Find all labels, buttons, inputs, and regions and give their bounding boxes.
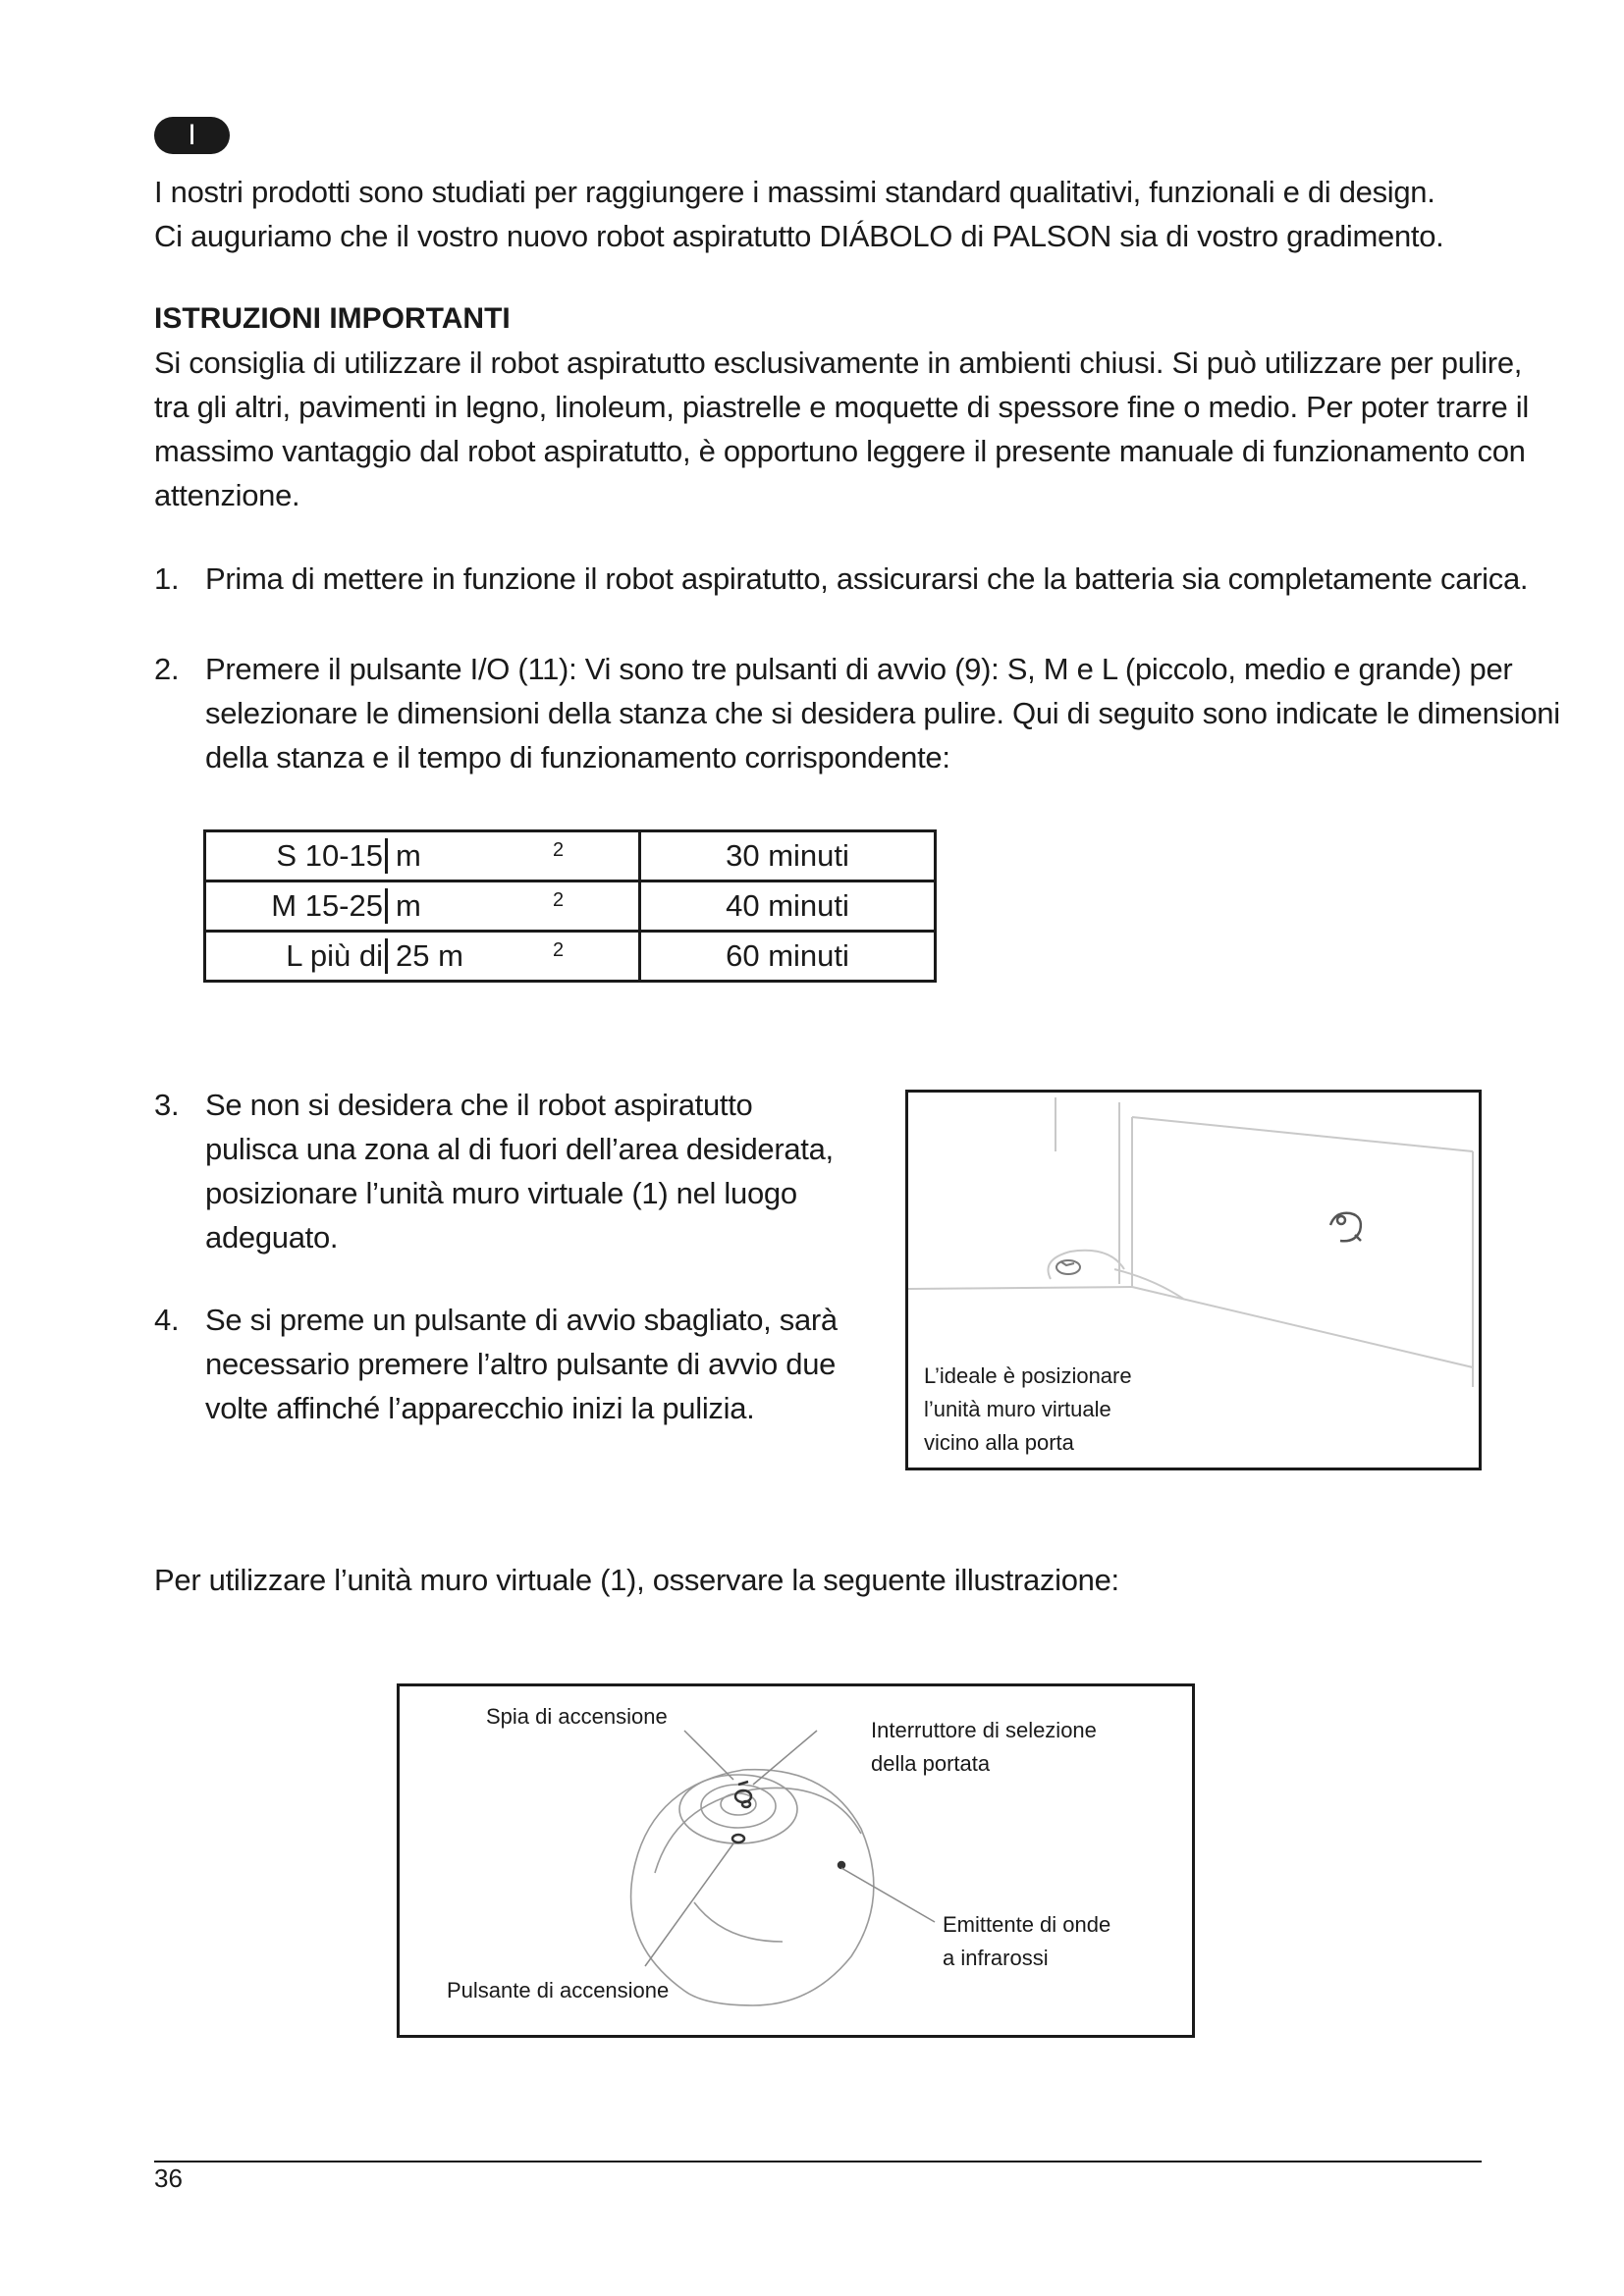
label-line: Interruttore di selezione bbox=[871, 1718, 1097, 1742]
virtual-wall-unit-icon bbox=[1056, 1260, 1080, 1274]
intro-line: I nostri prodotti sono studiati per raggiungere i massimi standard qualitativi, funzionali e di design. bbox=[154, 175, 1435, 209]
size-exponent: 2 bbox=[553, 838, 565, 861]
label-line: Emittente di onde bbox=[943, 1912, 1111, 1937]
size-unit: m bbox=[396, 888, 421, 923]
paragraph-line: tra gli altri, pavimenti in legno, linoleum, piastrelle e moquette di spessore fine o medio. Per poter trarre il bbox=[154, 390, 1529, 424]
run-time: 60 minuti bbox=[640, 932, 936, 982]
intro-line: Ci auguriamo che il vostro nuovo robot aspiratutto DIÁBOLO di PALSON sia di vostro gradimento. bbox=[154, 219, 1444, 253]
step-line: Se si preme un pulsante di avvio sbagliato, sarà bbox=[205, 1303, 838, 1337]
table-row bbox=[205, 881, 936, 932]
robot-icon bbox=[1330, 1213, 1361, 1242]
step-3 bbox=[154, 1083, 861, 1259]
step-1 bbox=[154, 557, 1568, 601]
step-line: necessario premere l’altro pulsante di avvio due bbox=[205, 1347, 837, 1381]
size-label: M 15-25 bbox=[206, 888, 388, 924]
page-number: 36 bbox=[154, 2163, 183, 2193]
label-line: della portata bbox=[871, 1751, 991, 1776]
run-time: 40 minuti bbox=[640, 881, 936, 932]
step-number: 2. bbox=[154, 652, 180, 686]
section-heading: ISTRUZIONI IMPORTANTI bbox=[154, 302, 511, 335]
size-label: S 10-15 bbox=[206, 838, 388, 874]
step-line: selezionare le dimensioni della stanza che si desidera pulire. Qui di seguito sono indicate le dimensioni bbox=[205, 696, 1560, 730]
caption-line: l’unità muro virtuale bbox=[924, 1397, 1111, 1421]
step-line: pulisca una zona al di fuori dell’area desiderata, bbox=[205, 1132, 834, 1166]
size-exponent: 2 bbox=[553, 888, 565, 911]
step-line: volte affinché l’apparecchio inizi la pulizia. bbox=[205, 1391, 755, 1425]
instructions-paragraph bbox=[154, 341, 1548, 517]
power-button-label: Pulsante di accensione bbox=[447, 1978, 670, 2002]
power-light-label: Spia di accensione bbox=[486, 1704, 668, 1729]
virtual-wall-placement-figure bbox=[905, 1090, 1482, 1470]
step-line: Se non si desidera che il robot aspiratutto bbox=[205, 1088, 753, 1122]
paragraph-line: Si consiglia di utilizzare il robot aspiratutto esclusivamente in ambienti chiusi. Si può utilizzare per pulire, bbox=[154, 346, 1523, 380]
footer-divider bbox=[154, 2161, 1482, 2163]
size-exponent: 2 bbox=[553, 938, 565, 961]
paragraph-line: massimo vantaggio dal robot aspiratutto, è opportuno leggere il presente manuale di funzionamento con bbox=[154, 434, 1526, 468]
size-label: L più di bbox=[206, 938, 388, 974]
room-size-table bbox=[203, 829, 937, 983]
caption-line: L’ideale è posizionare bbox=[924, 1363, 1132, 1388]
step-line: adeguato. bbox=[205, 1220, 339, 1255]
table-row bbox=[205, 932, 936, 982]
usage-text: Per utilizzare l’unità muro virtuale (1), osservare la seguente illustrazione: bbox=[154, 1563, 1119, 1597]
device-controls bbox=[732, 1782, 844, 1868]
range-switch-label bbox=[871, 1714, 1097, 1781]
intro-text bbox=[154, 170, 1529, 258]
step-line: Prima di mettere in funzione il robot aspiratutto, assicurarsi che la batteria sia completamente carica. bbox=[205, 561, 1529, 596]
step-number: 4. bbox=[154, 1303, 180, 1337]
figure-caption bbox=[924, 1360, 1218, 1460]
step-line: della stanza e il tempo di funzionamento corrispondente: bbox=[205, 740, 950, 774]
step-number: 1. bbox=[154, 561, 180, 596]
step-number: 3. bbox=[154, 1088, 180, 1122]
paragraph-line: attenzione. bbox=[154, 478, 300, 512]
language-badge: I bbox=[154, 117, 230, 154]
step-4 bbox=[154, 1298, 881, 1430]
virtual-wall-unit-diagram bbox=[397, 1683, 1195, 2038]
step-2 bbox=[154, 647, 1568, 779]
step-line: posizionare l’unità muro virtuale (1) nel luogo bbox=[205, 1176, 797, 1210]
step-line: Premere il pulsante I/O (11): Vi sono tre pulsanti di avvio (9): S, M e L (piccolo, medio e grande) per bbox=[205, 652, 1513, 686]
size-unit: 25 m bbox=[396, 938, 463, 973]
run-time: 30 minuti bbox=[640, 831, 936, 881]
table-row bbox=[205, 831, 936, 881]
infrared-emitter-label bbox=[943, 1908, 1110, 1975]
caption-line: vicino alla porta bbox=[924, 1430, 1074, 1455]
label-line: a infrarossi bbox=[943, 1946, 1049, 1970]
size-unit: m bbox=[396, 838, 421, 873]
